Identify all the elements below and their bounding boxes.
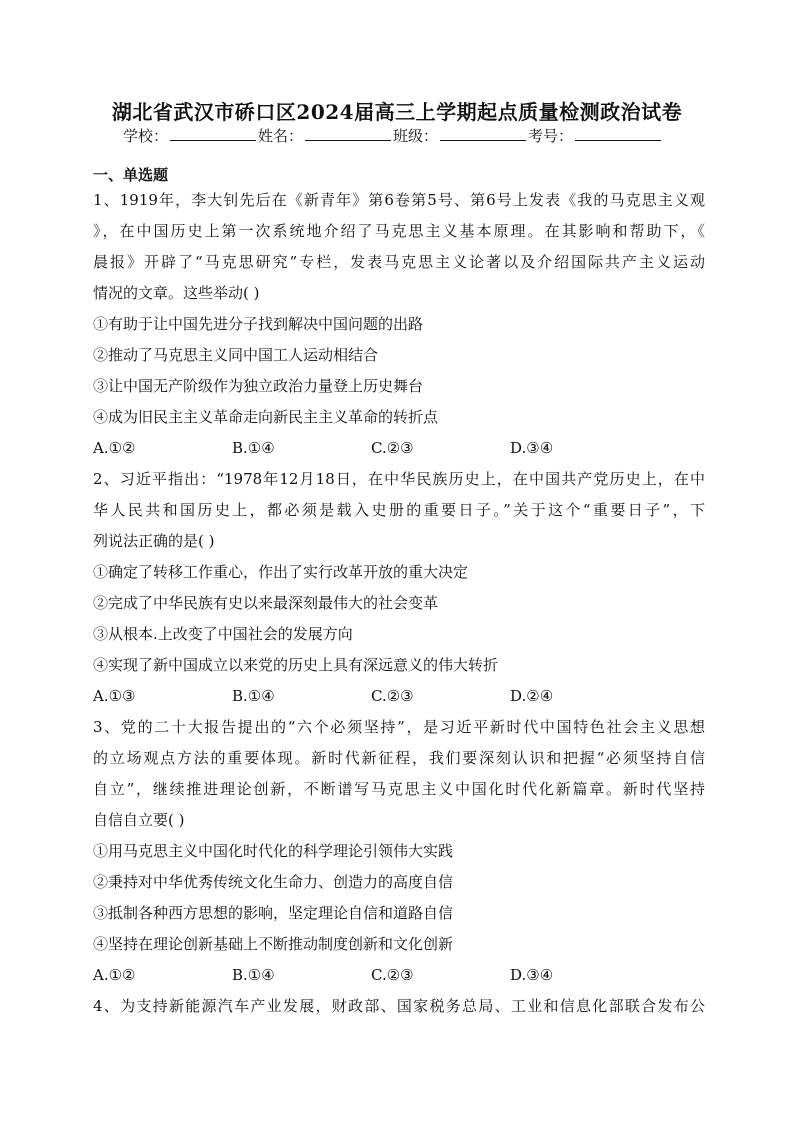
statement-item: ③让中国无产阶级作为独立政治力量登上历史舞台 [93,377,424,395]
option-b: B.①④ [232,966,275,984]
option-a: A.①② [93,966,136,984]
student-info-line [123,125,663,146]
class-blank [440,126,526,141]
option-c: C.②③ [371,687,414,705]
answer-options [93,433,705,464]
exam-content [93,165,705,1022]
option-c: C.②③ [371,966,414,984]
question-2 [93,464,705,712]
question-stem-line: 自信自立要( ) [93,811,185,829]
question-stem-line: 的立场观点方法的重要体现。新时代新征程，我们要深刻认识和把握“必须坚持自信 [93,749,705,767]
question-stem-line: 华人民共和国历史上，都必须是载入史册的重要日子。”关于这个“重要日子”，下 [93,501,705,519]
statement-item: ④坚持在理论创新基础上不断推动制度创新和文化创新 [93,935,454,953]
question-stem-line: 》，在中国历史上第一次系统地介绍了马克思主义基本原理。在其影响和帮助下，《 [93,222,705,240]
name-blank [305,126,391,141]
option-c: C.②③ [371,439,414,457]
question-3 [93,712,705,991]
question-stem-line: 列说法正确的是( ) [93,532,215,550]
answer-options [93,960,705,991]
statement-item: ②推动了马克思主义同中国工人运动相结合 [93,346,379,364]
question-4 [93,991,705,1022]
statement-item: ②完成了中华民族有史以来最深刻最伟大的社会变革 [93,594,439,612]
statement-item: ①确定了转移工作重心，作出了实行改革开放的重大决定 [93,563,469,581]
question-stem-line: 2、习近平指出：“1978年12月18日，在中华民族历史上，在中国共产党历史上，在中 [93,470,705,488]
option-d: D.③④ [510,439,554,457]
exam-title: 湖北省武汉市硚口区2024届高三上学期起点质量检测政治试卷 [111,100,683,124]
option-d: D.②④ [510,687,554,705]
option-a: A.①③ [93,687,136,705]
school-blank [170,126,256,141]
option-d: D.③④ [510,966,554,984]
statement-item: ②秉持对中华优秀传统文化生命力、创造力的高度自信 [93,873,454,891]
statement-item: ④成为旧民主主义革命走向新民主主义革命的转折点 [93,408,439,426]
question-stem-line: 晨报》开辟了“马克思研究”专栏，发表马克思主义论著以及介绍国际共产主义运动 [93,253,705,271]
name-label: 姓名： [258,127,304,145]
question-stem-line: 自立”，继续推进理论创新，不断谱写马克思主义中国化时代化新篇章。新时代坚持 [93,780,705,798]
statement-item: ①用马克思主义中国化时代化的科学理论引领伟大实践 [93,842,454,860]
id-label: 考号： [528,127,574,145]
question-stem-line: 4、为支持新能源汽车产业发展，财政部、国家税务总局、工业和信息化部联合发布公 [93,997,705,1015]
option-a: A.①② [93,439,136,457]
question-stem-line: 3、党的二十大报告提出的“六个必须坚持”，是习近平新时代中国特色社会主义思想 [93,718,705,736]
answer-options [93,681,705,712]
id-blank [575,126,661,141]
class-label: 班级： [393,127,439,145]
school-label: 学校： [123,127,169,145]
option-b: B.①④ [232,439,275,457]
option-b: B.①④ [232,687,275,705]
question-stem-line: 1、1919年，李大钊先后在《新青年》第6卷第5号、第6号上发表《我的马克思主义观 [93,191,705,209]
statement-item: ④实现了新中国成立以来党的历史上具有深远意义的伟大转折 [93,656,499,674]
statement-item: ③抵制各种西方思想的影响，坚定理论自信和道路自信 [93,904,454,922]
question-1 [93,185,705,464]
section-title: 一、单选题 [93,166,169,184]
question-stem-line: 情况的文章。这些举动( ) [93,284,260,302]
statement-item: ①有助于让中国先进分子找到解决中国问题的出路 [93,315,424,333]
statement-item: ③从根本.上改变了中国社会的发展方向 [93,625,353,643]
